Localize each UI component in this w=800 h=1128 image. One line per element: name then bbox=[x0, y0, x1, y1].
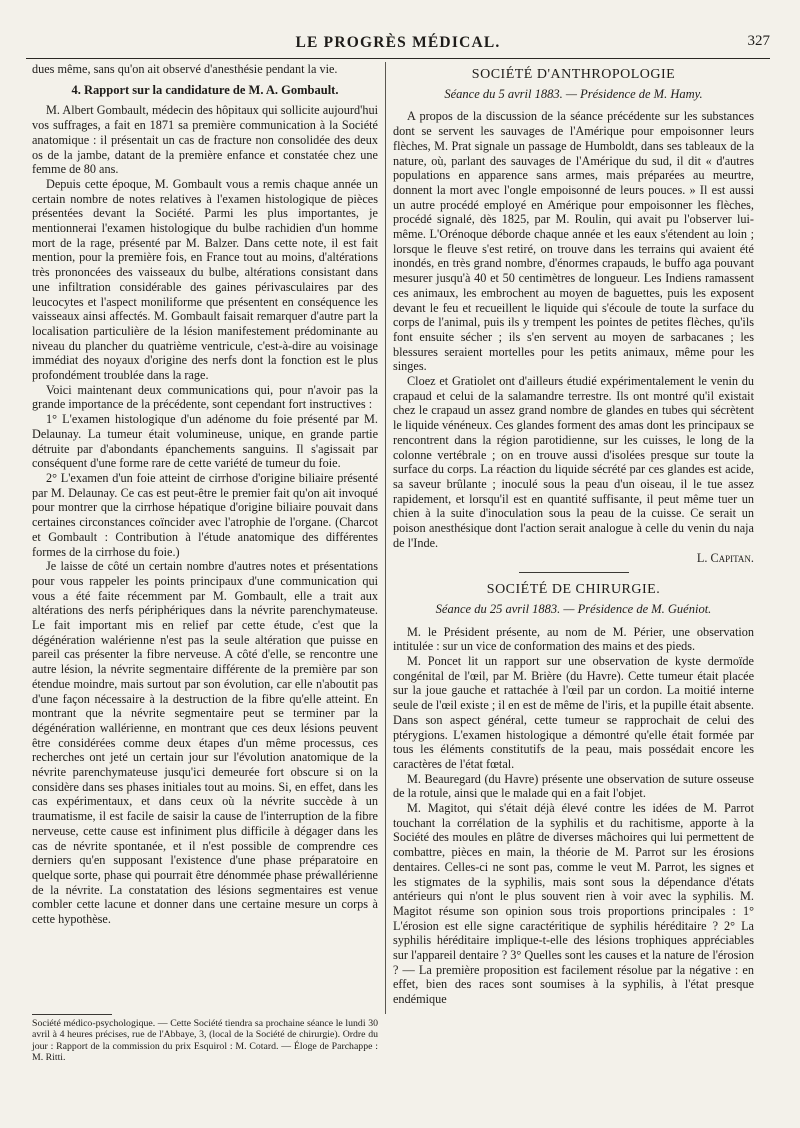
paragraph: Cloez et Gratiolet ont d'ailleurs étudié expérimentalement le venin du crapaud et celui de la salamandre terrestre. Ils ont montré qu'il existait chez le crapaud un assez grand nombre de glandes en tubes qui sécrètent le liquide vénéneux. Ces glandes forment des amas dont les principaux se rencontrent dans la région parotidienne, sur les cuisses, le long de la colonne vertébrale ; on en trouve aussi d'isolées presque sur toute la surface du corps. La réaction du liquide sécrété par ces glandes est acide, sa saveur brûlante ; inoculé sous la peau d'un oiseau, il le tue assez rapidement, et lorsqu'il est en quantité suffisante, il peut même tuer un chien à la suite d'inoculation sous la peau de la cuisse. Ce serait un poison anesthésique dont l'action serait analogue à celle du venin du naja de l'Inde. bbox=[393, 374, 754, 550]
section-rule bbox=[519, 572, 629, 573]
footnote: Société médico-psychologique. — Cette Société tiendra sa prochaine séance le lundi 30 avril à 4 heures précises, rue de l'Abbaye, 3, (local de la Société de chirurgie). Ordre du jour : Rapport de la commission du prix Esquirol : M. Cotard. — Éloge de Parchappe : M. Ritti. bbox=[32, 1018, 378, 1063]
paragraph: Je laisse de côté un certain nombre d'autres notes et présentations pour vous rappeler les points principaux d'une communication qui vous a été faite récemment par M. Gombault, elle a trait aux altérations des nerfs périphériques dans la névrite parenchymateuse. Le fait important mis en relief par cette étude, c'est que la dégénération walérienne n'est pas la seule altération que puisse en pareil cas présenter la fibre nerveuse. A côté d'elle, se rencontre une autre lésion, la névrite segmentaire différente de la première par son étendue moindre, mais surtout par son évolution, car elle n'aboutit pas d'une façon nécessaire à la destruction de la fibre qu'elle atteint. En montrant que la névrite segmentaire peut se terminer par la dégénération wallérienne, en montrant que ces deux lésions peuvent être considérées comme deux étapes d'un même processus, ces recherches ont jeté un certain jour sur l'évolution anatomique de la névrite parenchymateuse jusqu'ici demeurée fort obscure si on la considère dans ses phases initiales tout au moins. Si, en effet, dans les cas expérimentaux, et dans ceux où la névrite succède à un traumatisme, il est facile de saisir la cause de l'interruption de la fibre nerveuse, cette cause est infiniment plus difficile à dégager dans les cas de névrite spontanée, et il n'est possible de comprendre ces derniers qu'en supposant l'existence d'une phase préparatoire en quelque sorte, phase qui pourrait être dénommée phase préwallérienne de la névrite. La constatation des lésions segmentaires est venue combler cette lacune et donner dans une certaine mesure un corps à cette hypothèse. bbox=[32, 559, 378, 927]
left-column bbox=[32, 62, 378, 927]
paragraph: 2° L'examen d'un foie atteint de cirrhose d'origine biliaire présenté par M. Delaunay. Ce cas est peut-être le premier fait qu'on ait invoqué pour montrer que la cirrhose hépatique d'origine biliaire pouvait dans certaines circonstances coïncider avec l'atrophie de l'organe. (Charcot et Gombault : Contribution à l'étude anatomique des différentes formes de la cirrhose du foie.) bbox=[32, 470, 378, 559]
column-divider bbox=[385, 62, 386, 1014]
paragraph: 1° L'examen histologique d'un adénome du foie présenté par M. Delaunay. La tumeur était volumineuse, unique, en grande partie détruite par d'abondants épanchements sanguins. Il s'agissait par conséquent d'une forme rare de cette variété de tumeur du foie. bbox=[32, 412, 378, 471]
society-title: SOCIÉTÉ DE CHIRURGIE. bbox=[486, 582, 661, 598]
session-line: Séance du 25 avril 1883. — Présidence de M. Guéniot. bbox=[435, 601, 712, 616]
footnote-rule bbox=[32, 1014, 112, 1015]
section-heading: 4. Rapport sur la candidature de M. A. Gombault. bbox=[71, 82, 339, 97]
page-number: 327 bbox=[747, 33, 770, 49]
journal-title: LE PROGRÈS MÉDICAL. bbox=[295, 34, 501, 51]
paragraph: M. Magitot, qui s'était déjà élevé contre les idées de M. Parrot touchant la corrélation de la syphilis et du rachitisme, apporte à la Société des moules en plâtre de diverses mâchoires qui lui permettent de combattre, pièces en main, la théorie de M. Parrot sur les érosions dentaires. Celles-ci ne sont pas, comme le veut M. Parrot, les signes et les stigmates de la syphilis, mais sont sous la dépendance d'états antérieurs qui n'ont le plus souvent rien à voir avec la syphilis. M. Magitot résume son opinion sous trois proportions principales : 1° L'érosion est elle signe caractéritique de syphilis héréditaire ? 2° La syphilis héréditaire implique-t-elle des lésions trophiques appréciables sur l'appareil dentaire ? 3° Quelles sont les causes et la nature de l'érosion ? — La première proposition est facilement résolue par la négative : en effet, bien des races sont soumises à la syphilis, à l'état presque endémique bbox=[393, 801, 754, 1007]
paragraph: M. Albert Gombault, médecin des hôpitaux qui sollicite aujourd'hui vos suffrages, a fait en 1871 sa première communication à la Société anatomique : il présentait un cas de fracture non consolidée des deux os de la jambe, datant de la première enfance et constatée chez une femme de 80 ans. bbox=[32, 103, 378, 177]
right-column bbox=[393, 66, 754, 1007]
running-header bbox=[26, 30, 770, 59]
paragraph: M. le Président présente, au nom de M. Périer, une observation intitulée : sur un vice de conformation des mains et des pieds. bbox=[393, 624, 754, 654]
society-title: SOCIÉTÉ D'ANTHROPOLOGIE bbox=[471, 67, 676, 82]
paragraph: Depuis cette époque, M. Gombault vous a remis chaque année un certain nombre de notes relatives à l'examen histologique de pièces présentées devant la Société. Parmi les plus importantes, je mentionnerai l'examen histologique du bulbe rachidien d'un homme mort de la rage, présenté par M. Balzer. Dans cette note, il est fait mention, pour la première fois, en France tout au moins, d'altérations très prononcées des vaisseaux du bulbe, altérations consistant dans une infiltration considérable des gaines périvasculaires par des leucocytes et l'aspect moniliforme que présentent en conséquence les vaisseaux ainsi affectés. M. Gombault faisait remarquer d'autre part la localisation particulière de la lésion manifestement prédominante au niveau du plancher du quatrième ventricule, c'est-à-dire au voisinage immédiat des noyaux d'origine des nerfs dont la fonction est le plus profondément troublée dans la rage. bbox=[32, 176, 378, 383]
paragraph: M. Poncet lit un rapport sur une observation de kyste dermoïde congénital de l'œil, par M. Brière (du Havre). Cette tumeur était placée sur la joue gauche et rattachée à l'œil par un cordon. La moitié interne seule de l'œil existe ; il en est de même de l'iris, et la pupille était absente. Dans son aspect général, cette tumeur se rapprochait de celui des ptérygions. L'examen histologique a démontré qu'elle était formée par tous les éléments constitutifs de la peau, mais possédait encore les caractères de l'état fœtal. bbox=[393, 654, 754, 771]
continued-text: dues même, sans qu'on ait observé d'anesthésie pendant la vie. bbox=[32, 62, 338, 76]
session-line: Séance du 5 avril 1883. — Présidence de M. Hamy. bbox=[444, 86, 703, 101]
paragraph: M. Beauregard (du Havre) présente une observation de suture osseuse de la rotule, ainsi que le malade qui en a fait l'objet. bbox=[393, 771, 754, 801]
paragraph: A propos de la discussion de la séance précédente sur les substances dont se servent les sauvages de l'Amérique pour empoisonner leurs flèches, M. Prat signale un passage de Humboldt, dans ses tableaux de la nature, où, parlant des sauvages de l'Amérique du sud, il dit « d'autres populations en apparence sans armes, mais préparées au meurtre, donnent la mort avec l'ongle empoisonné de leurs pouces. » Il est aussi un autre procédé employé en Amérique pour empoisonner les flèches, procédé signalé, dès 1825, par M. Roulin, qui avait pu l'observer lui-même. L'Orénoque déborde chaque année et les eaux s'étendent au loin ; lorsque le fleuve s'est retiré, on trouve dans les terrains qui avaient été inondés, en très grand nombre, d'énormes crapauds, le buffo aga pouvant mesurer jusqu'à 40 et 50 centimètres de longueur. Les Indiens ramassent ces animaux, les embrochent au moyen de baguettes, puis les exposent devant le feu et recueillent le liquide qui s'écoule de toute la surface du corps de l'animal, puis ils y trempent les pointes de petites flèches, qu'ils font ensuite sécher ; ils s'en servent au moyen de sarbacanes ; les blessures seraient mortelles pour les petits animaux, même pour les singes. bbox=[393, 109, 754, 374]
signature: L. Capitan. bbox=[696, 550, 754, 565]
paragraph: Voici maintenant deux communications qui, pour n'avoir pas la grande importance de la précédente, sont cependant fort instructives : bbox=[32, 382, 378, 412]
